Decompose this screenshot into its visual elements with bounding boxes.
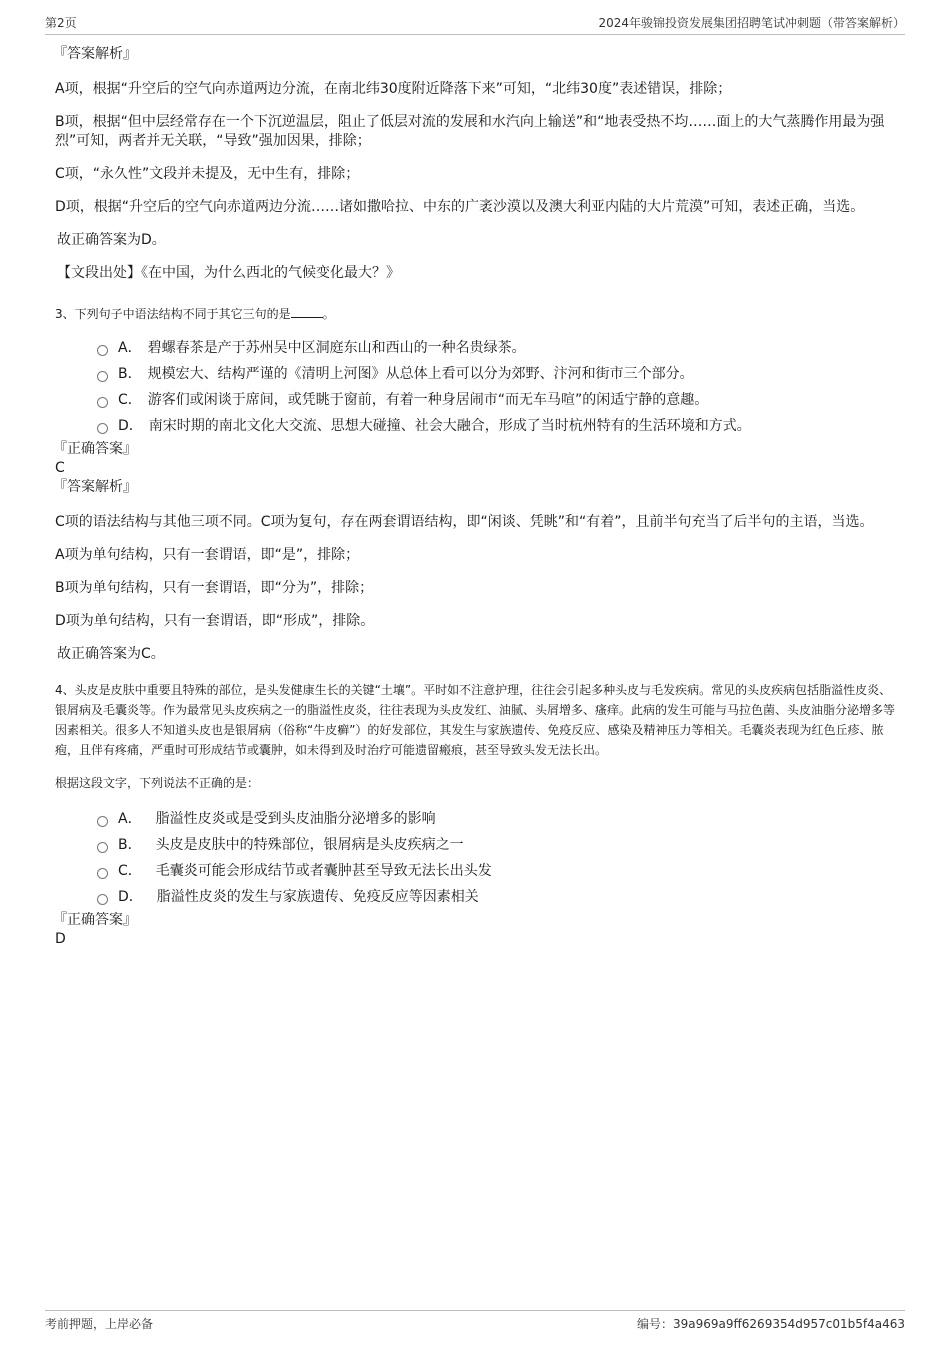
q2-analysis <box>55 44 895 283</box>
option-b[interactable] <box>97 832 895 858</box>
analysis-paragraph: B项，根据“但中层经常存在一个下沉逆温层，阻止了低层对流的发展和水汽向上输送”和“地表受热不均……面上的大气蒸腾作用最为强烈”可知，两者并无关联，“导致”强加因果，排除； <box>55 114 885 149</box>
analysis-conclusion: 故正确答案为C。 <box>57 646 165 662</box>
radio-icon[interactable] <box>97 423 108 434</box>
option-letter: D． <box>118 889 143 905</box>
document-id: 编号：39a969a9ff6269354d957c01b5f4a463 <box>637 1317 905 1331</box>
option-letter: C． <box>118 863 142 879</box>
analysis-label: 『答案解析』 <box>53 479 137 495</box>
radio-icon[interactable] <box>97 371 108 382</box>
option-text: 脂溢性皮炎或是受到头皮油脂分泌增多的影响 <box>155 811 436 827</box>
analysis-paragraph: C项的语法结构与其他三项不同。C项为复句，存在两套谓语结构，即“闲谈、凭眺”和“有着”，且前半句充当了后半句的主语，当选。 <box>55 514 874 530</box>
option-a[interactable] <box>97 335 895 361</box>
correct-answer: D <box>55 931 66 947</box>
radio-icon[interactable] <box>97 816 108 827</box>
analysis-paragraph: D项为单句结构，只有一套谓语，即“形成”，排除。 <box>55 613 375 629</box>
question-end: 。 <box>322 307 335 321</box>
option-letter: B． <box>118 366 142 382</box>
option-c[interactable] <box>97 858 895 884</box>
page-header <box>45 14 905 35</box>
option-text: 头皮是皮肤中的特殊部位，银屑病是头皮疾病之一 <box>155 837 464 853</box>
option-letter: A． <box>118 340 142 356</box>
analysis-label: 『答案解析』 <box>53 46 137 62</box>
option-b[interactable] <box>97 361 895 387</box>
answer-blank <box>291 305 323 318</box>
document-title: 2024年骏锦投资发展集团招聘笔试冲刺题（带答案解析） <box>598 16 905 30</box>
option-c[interactable] <box>97 387 895 413</box>
options-list <box>55 335 895 439</box>
option-d[interactable] <box>97 413 895 439</box>
analysis-paragraph: B项为单句结构，只有一套谓语，即“分为”，排除； <box>55 580 374 596</box>
option-a[interactable] <box>97 806 895 832</box>
page-footer <box>45 1310 905 1331</box>
question-passage: 4、头皮是皮肤中重要且特殊的部位，是头发健康生长的关键“土壤”。平时如不注意护理，往往会引起多种头皮与毛发疾病。常见的头皮疾病包括脂溢性皮炎、银屑病及毛囊炎等。作为最常见头皮疾病之一的脂溢性皮炎，往往表现为头皮发红、油腻、头屑增多、瘙痒。此病的发生可能与马拉色菌、头皮油脂分泌增多等因素相关。很多人不知道头皮也是银屑病（俗称“牛皮癣”）的好发部位，其发生与家族遗传、免疫反应、感染及精神压力等相关。毛囊炎表现为红色丘疹、脓疱，且伴有疼痛，严重时可形成结节或囊肿，如未得到及时治疗可能遗留瘢痕，甚至导致头发无法长出。 <box>55 683 896 757</box>
option-text: 脂溢性皮炎的发生与家族遗传、免疫反应等因素相关 <box>156 889 479 905</box>
analysis-paragraph: D项，根据“升空后的空气向赤道两边分流……诸如撒哈拉、中东的广袤沙漠以及澳大利亚内陆的大片荒漠”可知，表述正确，当选。 <box>55 199 865 215</box>
option-d[interactable] <box>97 884 895 910</box>
analysis-conclusion: 故正确答案为D。 <box>57 232 166 248</box>
option-letter: D． <box>118 418 143 434</box>
question-text: 3、下列句子中语法结构不同于其它三句的是 <box>55 307 291 321</box>
option-letter: A． <box>118 811 142 827</box>
page-content <box>55 44 895 948</box>
option-text: 南宋时期的南北文化大交流、思想大碰撞、社会大融合，形成了当时杭州特有的生活环境和方式。 <box>148 418 751 434</box>
option-text: 毛囊炎可能会形成结节或者囊肿甚至导致无法长出头发 <box>155 863 492 879</box>
analysis-paragraph: C项，“永久性”文段并未提及，无中生有，排除； <box>55 166 360 182</box>
page-number: 第2页 <box>45 16 77 30</box>
radio-icon[interactable] <box>97 894 108 905</box>
option-text: 规模宏大、结构严谨的《清明上河图》从总体上看可以分为郊野、汴河和街市三个部分。 <box>147 366 694 382</box>
radio-icon[interactable] <box>97 868 108 879</box>
question-4 <box>55 680 895 948</box>
source-citation: 【文段出处】《在中国，为什么西北的气候变化最大？》 <box>57 265 400 281</box>
question-prompt: 根据这段文字，下列说法不正确的是： <box>55 776 260 790</box>
correct-answer: C <box>55 460 65 476</box>
option-text: 游客们或闲谈于席间，或凭眺于窗前，有着一种身居闹市“而无车马喧”的闲适宁静的意趣。 <box>147 392 709 408</box>
option-text: 碧螺春茶是产于苏州吴中区洞庭东山和西山的一种名贵绿茶。 <box>147 340 526 356</box>
radio-icon[interactable] <box>97 397 108 408</box>
analysis-paragraph: A项为单句结构，只有一套谓语，即“是”，排除； <box>55 547 360 563</box>
question-3 <box>55 305 895 664</box>
correct-answer-label: 『正确答案』 <box>53 912 137 928</box>
options-list <box>55 806 895 910</box>
option-letter: B． <box>118 837 142 853</box>
question-title <box>55 305 895 323</box>
analysis-paragraph: A项，根据“升空后的空气向赤道两边分流，在南北纬30度附近降落下来”可知，“北纬30度”表述错误，排除； <box>55 81 732 97</box>
radio-icon[interactable] <box>97 842 108 853</box>
option-letter: C． <box>118 392 142 408</box>
correct-answer-label: 『正确答案』 <box>53 441 137 457</box>
footer-slogan: 考前押题，上岸必备 <box>45 1317 154 1331</box>
radio-icon[interactable] <box>97 345 108 356</box>
